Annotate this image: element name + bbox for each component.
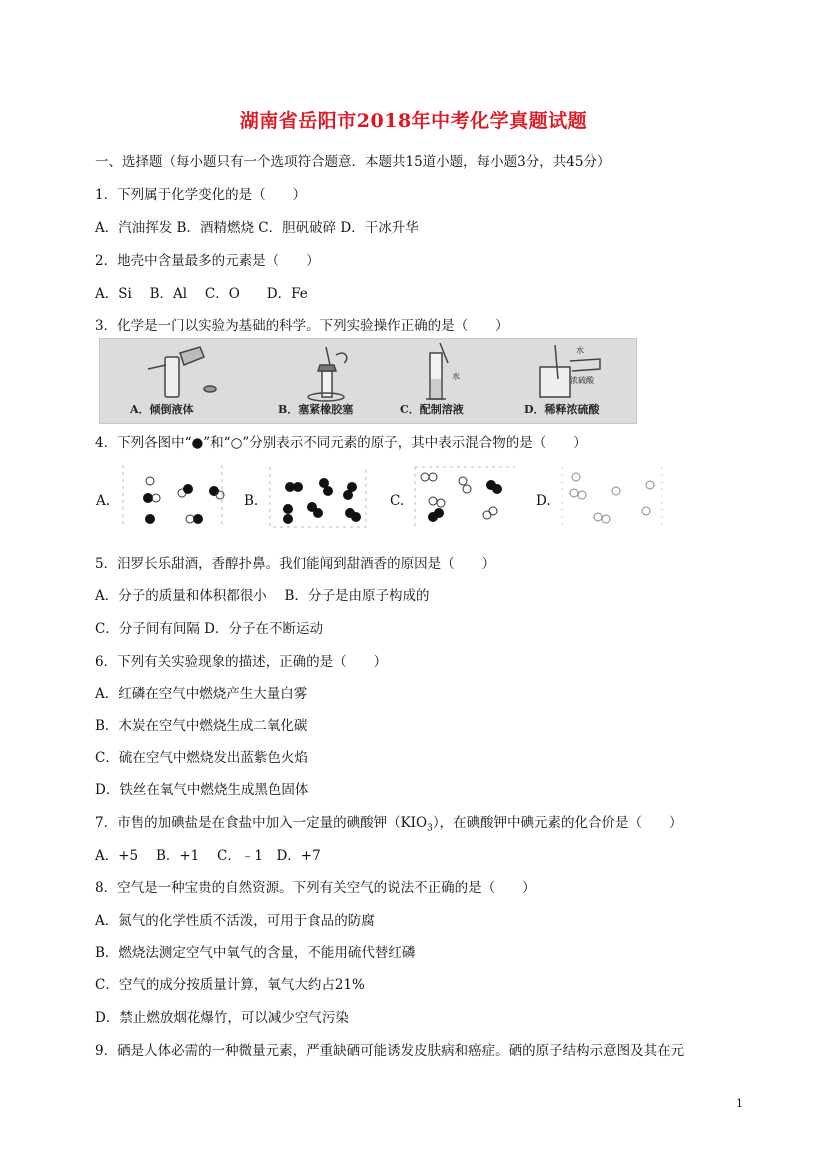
- page-title: 湖南省岳阳市2018年中考化学真题试题: [239, 110, 588, 132]
- q4-option-d-label: D.: [536, 493, 551, 509]
- q3-stem: 3．化学是一门以实验为基础的科学。下列实验操作正确的是（ ）: [95, 318, 509, 334]
- q3-label-a: A．倾倒液体: [130, 403, 194, 416]
- q8-stem: 8．空气是一种宝贵的自然资源。下列有关空气的说法不正确的是（ ）: [95, 880, 536, 896]
- q4-diagram-d: [560, 463, 665, 530]
- q3-annotation-water-c: 水: [452, 372, 460, 381]
- q2-stem: 2．地壳中含量最多的元素是（ ）: [95, 253, 320, 269]
- q4-option-a-label: A.: [96, 493, 111, 509]
- q3-experiment-figure: [99, 338, 637, 424]
- q5-options-line1: A．分子的质量和体积都很小 B．分子是由原子构成的: [95, 588, 430, 604]
- q8-option-d: D．禁止燃放烟花爆竹，可以减少空气污染: [95, 1010, 349, 1026]
- q7-stem-subscript: 3: [427, 823, 433, 834]
- q7-stem: [95, 811, 683, 834]
- q3-label-c: C．配制溶液: [400, 403, 464, 416]
- q3-annotation-acid: 浓硫酸: [570, 376, 594, 385]
- q9-stem: 9．硒是人体必需的一种微量元素，严重缺硒可能诱发皮肤病和癌症。硒的原子结构示意图及其在元: [95, 1043, 685, 1059]
- q5-options-line2: C．分子间有间隔 D．分子在不断运动: [95, 621, 323, 637]
- q3-annotation-water-d: 水: [576, 346, 584, 355]
- page-number: 1: [736, 1097, 743, 1110]
- q8-option-a: A．氮气的化学性质不活泼，可用于食品的防腐: [95, 913, 375, 929]
- q6-option-c: C．硫在空气中燃烧发出蓝紫色火焰: [95, 750, 308, 766]
- q3-label-d: D．稀释浓硫酸: [524, 403, 600, 416]
- q6-option-a: A．红磷在空气中燃烧产生大量白雾: [95, 686, 308, 702]
- q4-option-c-label: C.: [390, 493, 405, 509]
- section-heading: 一、选择题（每小题只有一个选项符合题意．本题共15道小题，每小题3分，共45分）: [95, 154, 611, 170]
- q4-option-b-label: B.: [244, 493, 259, 509]
- q1-stem: 1．下列属于化学变化的是（ ）: [95, 187, 307, 203]
- q4-diagram-a: [120, 463, 225, 530]
- q2-options: A．Si B．Al C．O D．Fe: [95, 286, 308, 302]
- q7-stem-pre: 7．市售的加碘盐是在食盐中加入一定量的碘酸钾（KIO: [95, 815, 428, 831]
- q4-diagram-b: [268, 463, 368, 530]
- q6-option-b: B．木炭在空气中燃烧生成二氧化碳: [95, 718, 308, 734]
- q3-label-b: B．塞紧橡胶塞: [278, 403, 354, 416]
- q8-option-b: B．燃烧法测定空气中氧气的含量，不能用硫代替红磷: [95, 945, 416, 961]
- q7-stem-post: ），在碘酸钾中碘元素的化合价是（ ）: [432, 815, 683, 831]
- q6-option-d: D．铁丝在氧气中燃烧生成黑色固体: [95, 782, 309, 798]
- q5-stem: 5．汨罗长乐甜酒，香醇扑鼻。我们能闻到甜酒香的原因是（ ）: [95, 556, 496, 572]
- q1-options: A．汽油挥发 B．酒精燃烧 C．胆矾破碎 D．干冰升华: [95, 220, 419, 236]
- q8-option-c: C．空气的成分按质量计算，氧气大约占21%: [95, 977, 365, 993]
- q6-stem: 6．下列有关实验现象的描述，正确的是（ ）: [95, 654, 388, 670]
- q7-options: A．+5 B．+1 C．﹣1 D．+7: [95, 848, 321, 864]
- q4-stem: 4．下列各图中“●”和“○”分别表示不同元素的原子，其中表示混合物的是（ ）: [95, 435, 587, 451]
- q4-diagram-c: [413, 463, 518, 530]
